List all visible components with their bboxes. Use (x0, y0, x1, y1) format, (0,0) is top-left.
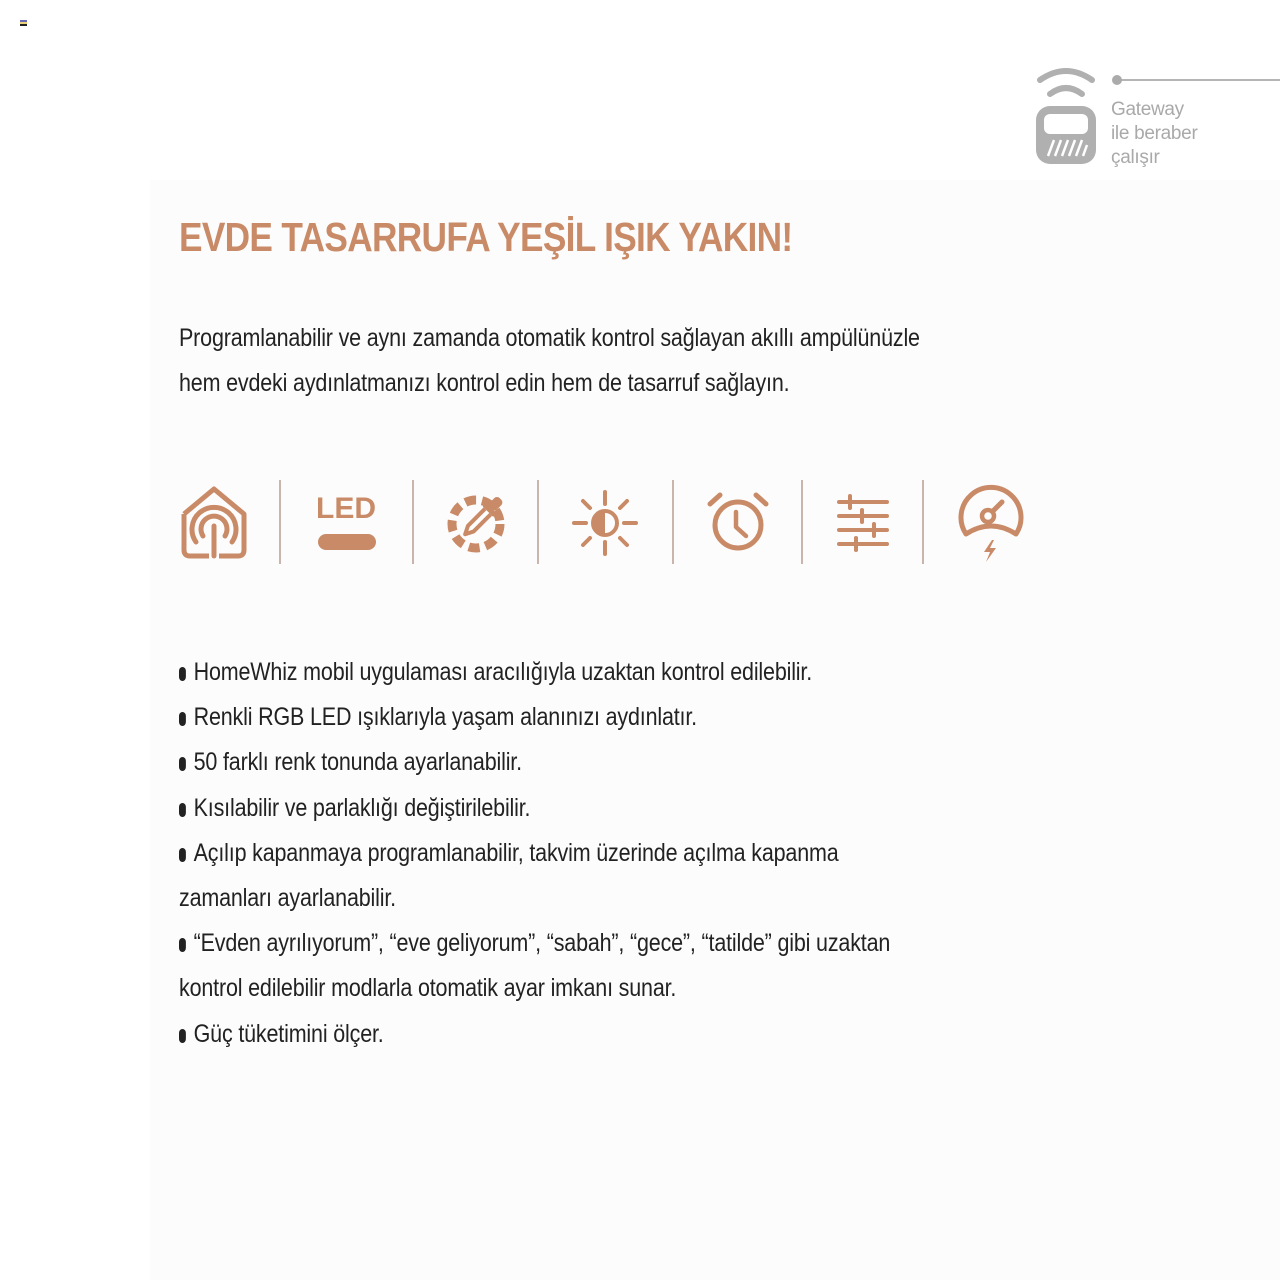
sliders-icon (836, 494, 890, 552)
gateway-connector-dot (1112, 75, 1122, 85)
feature-item-continuation: kontrol edilebilir modlarla otomatik ayar imkanı sunar. (179, 974, 677, 1003)
gateway-label-line: Gateway (1111, 99, 1184, 120)
gateway-router-icon (1030, 66, 1102, 170)
brightness-icon (572, 490, 638, 556)
intro-line: hem evdeki aydınlatmanızı kontrol edin hem de tasarruf sağlayın. (179, 369, 790, 397)
bullet-icon (179, 803, 186, 817)
gateway-label-line: çalışır (1111, 147, 1160, 168)
smart-home-remote-icon (178, 484, 250, 560)
corner-mark (20, 20, 27, 26)
bullet-icon (179, 1029, 186, 1043)
icon-divider (537, 480, 539, 564)
feature-item: Kısılabilir ve parlaklığı değiştirilebilir. (179, 786, 890, 831)
icon-divider (672, 480, 674, 564)
icon-divider (412, 480, 414, 564)
bullet-icon (179, 712, 186, 726)
gateway-label-line: ile beraber (1111, 123, 1198, 144)
power-meter-icon (956, 484, 1026, 564)
feature-item: Renkli RGB LED ışıklarıyla yaşam alanınızı aydınlatır. (179, 695, 890, 740)
led-icon (314, 488, 378, 554)
intro-paragraph (179, 316, 920, 406)
icon-divider (279, 480, 281, 564)
gateway-connector-line (1114, 79, 1280, 81)
feature-item: “Evden ayrılıyorum”, “eve geliyorum”, “sabah”, “gece”, “tatilde” gibi uzaktan (179, 921, 890, 966)
page-title: EVDE TASARRUFA YEŞİL IŞIK YAKIN! (179, 214, 793, 260)
bullet-icon (179, 938, 186, 952)
feature-item: HomeWhiz mobil uygulaması aracılığıyla uzaktan kontrol edilebilir. (179, 650, 890, 695)
gateway-badge (1030, 66, 1280, 176)
feature-item: Güç tüketimini ölçer. (179, 1012, 890, 1057)
intro-line: Programlanabilir ve aynı zamanda otomatik kontrol sağlayan akıllı ampülünüzle (179, 324, 920, 352)
feature-item-continuation: zamanları ayarlanabilir. (179, 884, 396, 913)
feature-icons-row (176, 478, 1036, 568)
icon-divider (801, 480, 803, 564)
alarm-clock-icon (706, 492, 770, 552)
svg-text:LED: LED (316, 492, 376, 525)
feature-list (179, 650, 890, 1057)
feature-item: Açılıp kapanmaya programlanabilir, takvim üzerinde açılma kapanma (179, 831, 890, 876)
gateway-label (1111, 98, 1271, 170)
icon-divider (922, 480, 924, 564)
bullet-icon (179, 757, 186, 771)
color-picker-icon (444, 488, 510, 554)
bullet-icon (179, 667, 186, 681)
bullet-icon (179, 848, 186, 862)
feature-item: 50 farklı renk tonunda ayarlanabilir. (179, 740, 890, 785)
